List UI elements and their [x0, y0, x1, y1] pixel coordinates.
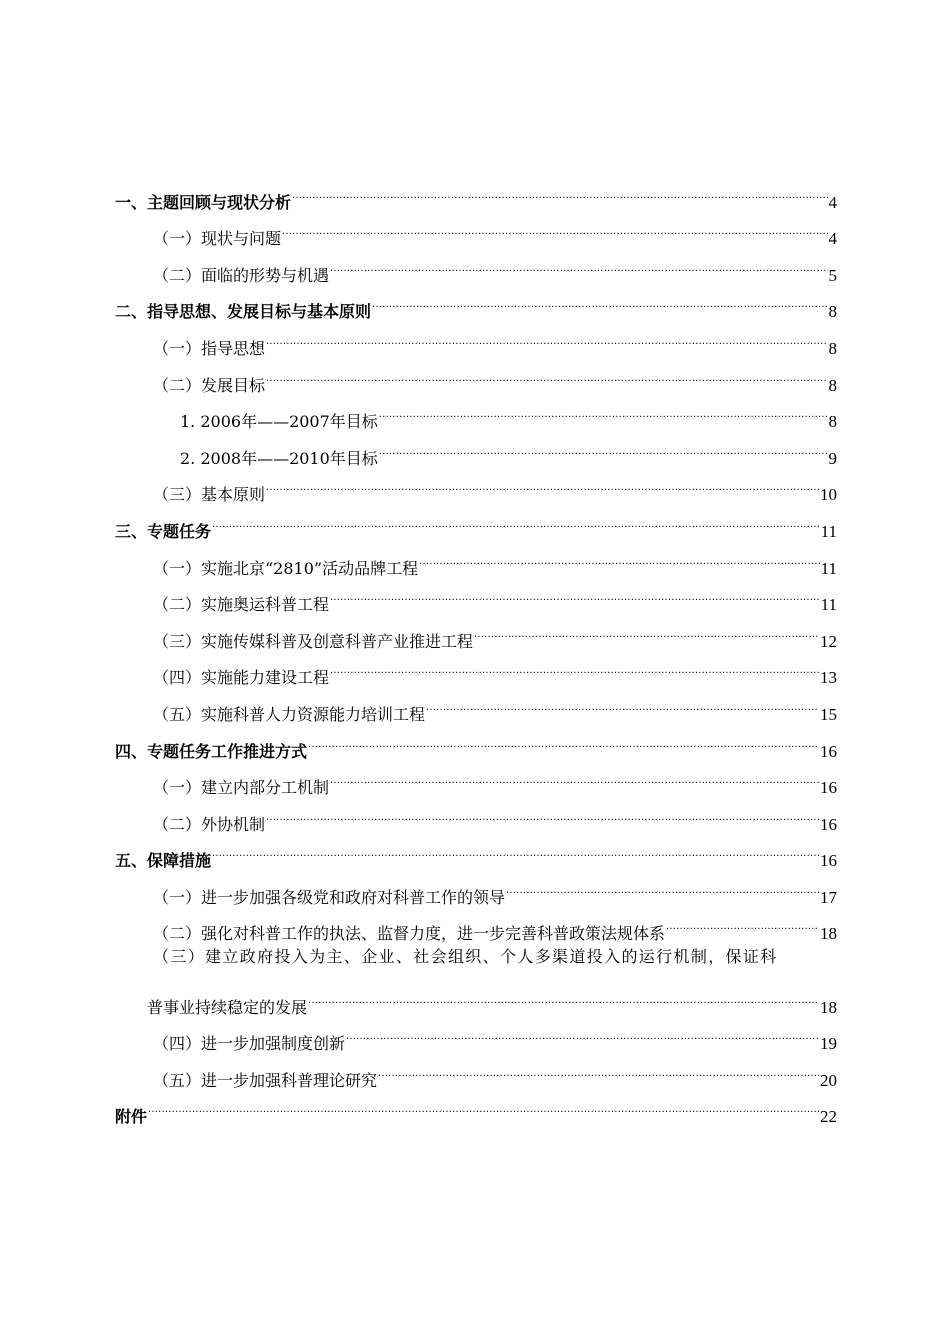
toc-title: 四、专题任务工作推进方式	[115, 741, 308, 761]
toc-title: （五）进一步加强科普理论研究	[153, 1070, 378, 1090]
toc-page-number: 15	[820, 704, 837, 724]
toc-title: （四）实施能力建设工程	[153, 668, 330, 688]
toc-title: （一）实施北京“2810”活动品牌工程	[153, 558, 419, 578]
toc-page-number: 16	[820, 851, 837, 871]
toc-page-number: 9	[828, 448, 837, 468]
dot-leader	[266, 317, 827, 354]
dot-leader	[330, 757, 819, 794]
toc-title: （二）发展目标	[153, 375, 266, 395]
dot-leader	[346, 1013, 819, 1050]
toc-title: （三）实施传媒科普及创意科普产业推进工程	[153, 631, 474, 651]
toc-page-number: 10	[820, 485, 837, 505]
toc-title: 二、指导思想、发展目标与基本原则	[115, 302, 372, 322]
toc-title: （三）基本原则	[153, 485, 266, 505]
dot-leader	[372, 281, 827, 318]
toc-title: 附件	[115, 1107, 148, 1127]
toc-entry[interactable]	[115, 537, 837, 578]
toc-title: （二）强化对科普工作的执法、监督力度，进一步完善科普政策法规体系	[153, 924, 666, 944]
toc-entry[interactable]	[115, 1086, 837, 1127]
toc-title: （五）实施科普人力资源能力培训工程	[153, 704, 426, 724]
toc-page-number: 4	[828, 229, 837, 249]
toc-page-number: 8	[828, 302, 837, 322]
toc-page-number: 12	[820, 631, 837, 651]
dot-leader	[506, 866, 819, 903]
dot-leader	[282, 208, 827, 245]
toc-page-number: 18	[820, 997, 837, 1017]
dot-leader	[330, 647, 819, 684]
dot-leader	[666, 903, 819, 940]
toc-page-number: 5	[828, 265, 837, 285]
toc-page-number: 16	[820, 778, 837, 798]
toc-page-number: 4	[828, 192, 837, 212]
toc-page-number: 11	[820, 595, 837, 615]
dot-leader	[266, 464, 819, 501]
toc-page-number: 17	[820, 887, 837, 907]
dot-leader	[308, 720, 819, 757]
dot-leader	[378, 1049, 819, 1086]
dot-leader	[212, 500, 820, 537]
toc-title: （二）外协机制	[153, 814, 266, 834]
toc-page-number: 8	[828, 412, 837, 432]
dot-leader	[379, 391, 828, 428]
toc-entry[interactable]	[115, 939, 837, 976]
toc-entry[interactable]	[115, 500, 837, 541]
toc-title: （四）进一步加强制度创新	[153, 1034, 346, 1054]
toc-entry[interactable]	[115, 866, 837, 907]
toc-page-number: 8	[828, 338, 837, 358]
toc-page-number: 11	[820, 521, 837, 541]
toc-title: （一）指导思想	[153, 338, 266, 358]
toc-title: （一）进一步加强各级党和政府对科普工作的领导	[153, 887, 506, 907]
toc-entry[interactable]	[115, 830, 837, 871]
toc-page-number: 8	[828, 375, 837, 395]
dot-leader	[330, 574, 820, 611]
toc-entry-continuation[interactable]	[115, 976, 837, 1017]
toc-title: 2. 2008年——2010年目标	[180, 448, 378, 468]
toc-title: 一、主题回顾与现状分析	[115, 192, 292, 212]
toc-title-continuation: 普事业持续稳定的发展	[147, 997, 308, 1017]
toc-page-number: 16	[820, 741, 837, 761]
dot-leader	[266, 793, 819, 830]
toc-title: （二）面临的形势与机遇	[153, 265, 330, 285]
dot-leader	[426, 683, 819, 720]
dot-leader	[474, 610, 819, 647]
dot-leader	[330, 244, 827, 281]
toc-title: （一）建立内部分工机制	[153, 778, 330, 798]
toc-title: 1. 2006年——2007年目标	[180, 412, 378, 432]
table-of-contents	[115, 171, 837, 1127]
dot-leader	[292, 171, 827, 208]
toc-page-number: 18	[820, 924, 837, 944]
dot-leader	[212, 830, 819, 867]
toc-title: （二）实施奥运科普工程	[153, 595, 330, 615]
dot-leader	[148, 1086, 819, 1123]
toc-page-number: 22	[820, 1107, 837, 1127]
toc-page-number: 11	[820, 558, 837, 578]
dot-leader	[379, 427, 828, 464]
toc-page-number: 13	[820, 668, 837, 688]
toc-page-number: 20	[820, 1070, 837, 1090]
dot-leader	[266, 354, 827, 391]
toc-title: （一）现状与问题	[153, 229, 282, 249]
toc-title: 五、保障措施	[115, 851, 212, 871]
toc-page-number: 16	[820, 814, 837, 834]
toc-title: 三、专题任务	[115, 521, 212, 541]
toc-page-number: 19	[820, 1034, 837, 1054]
dot-leader	[308, 976, 819, 1013]
toc-entry[interactable]	[115, 171, 837, 212]
dot-leader	[419, 537, 820, 574]
toc-title: （三）建立政府投入为主、企业、社会组织、个人多渠道投入的运行机制，保证科	[153, 947, 778, 967]
